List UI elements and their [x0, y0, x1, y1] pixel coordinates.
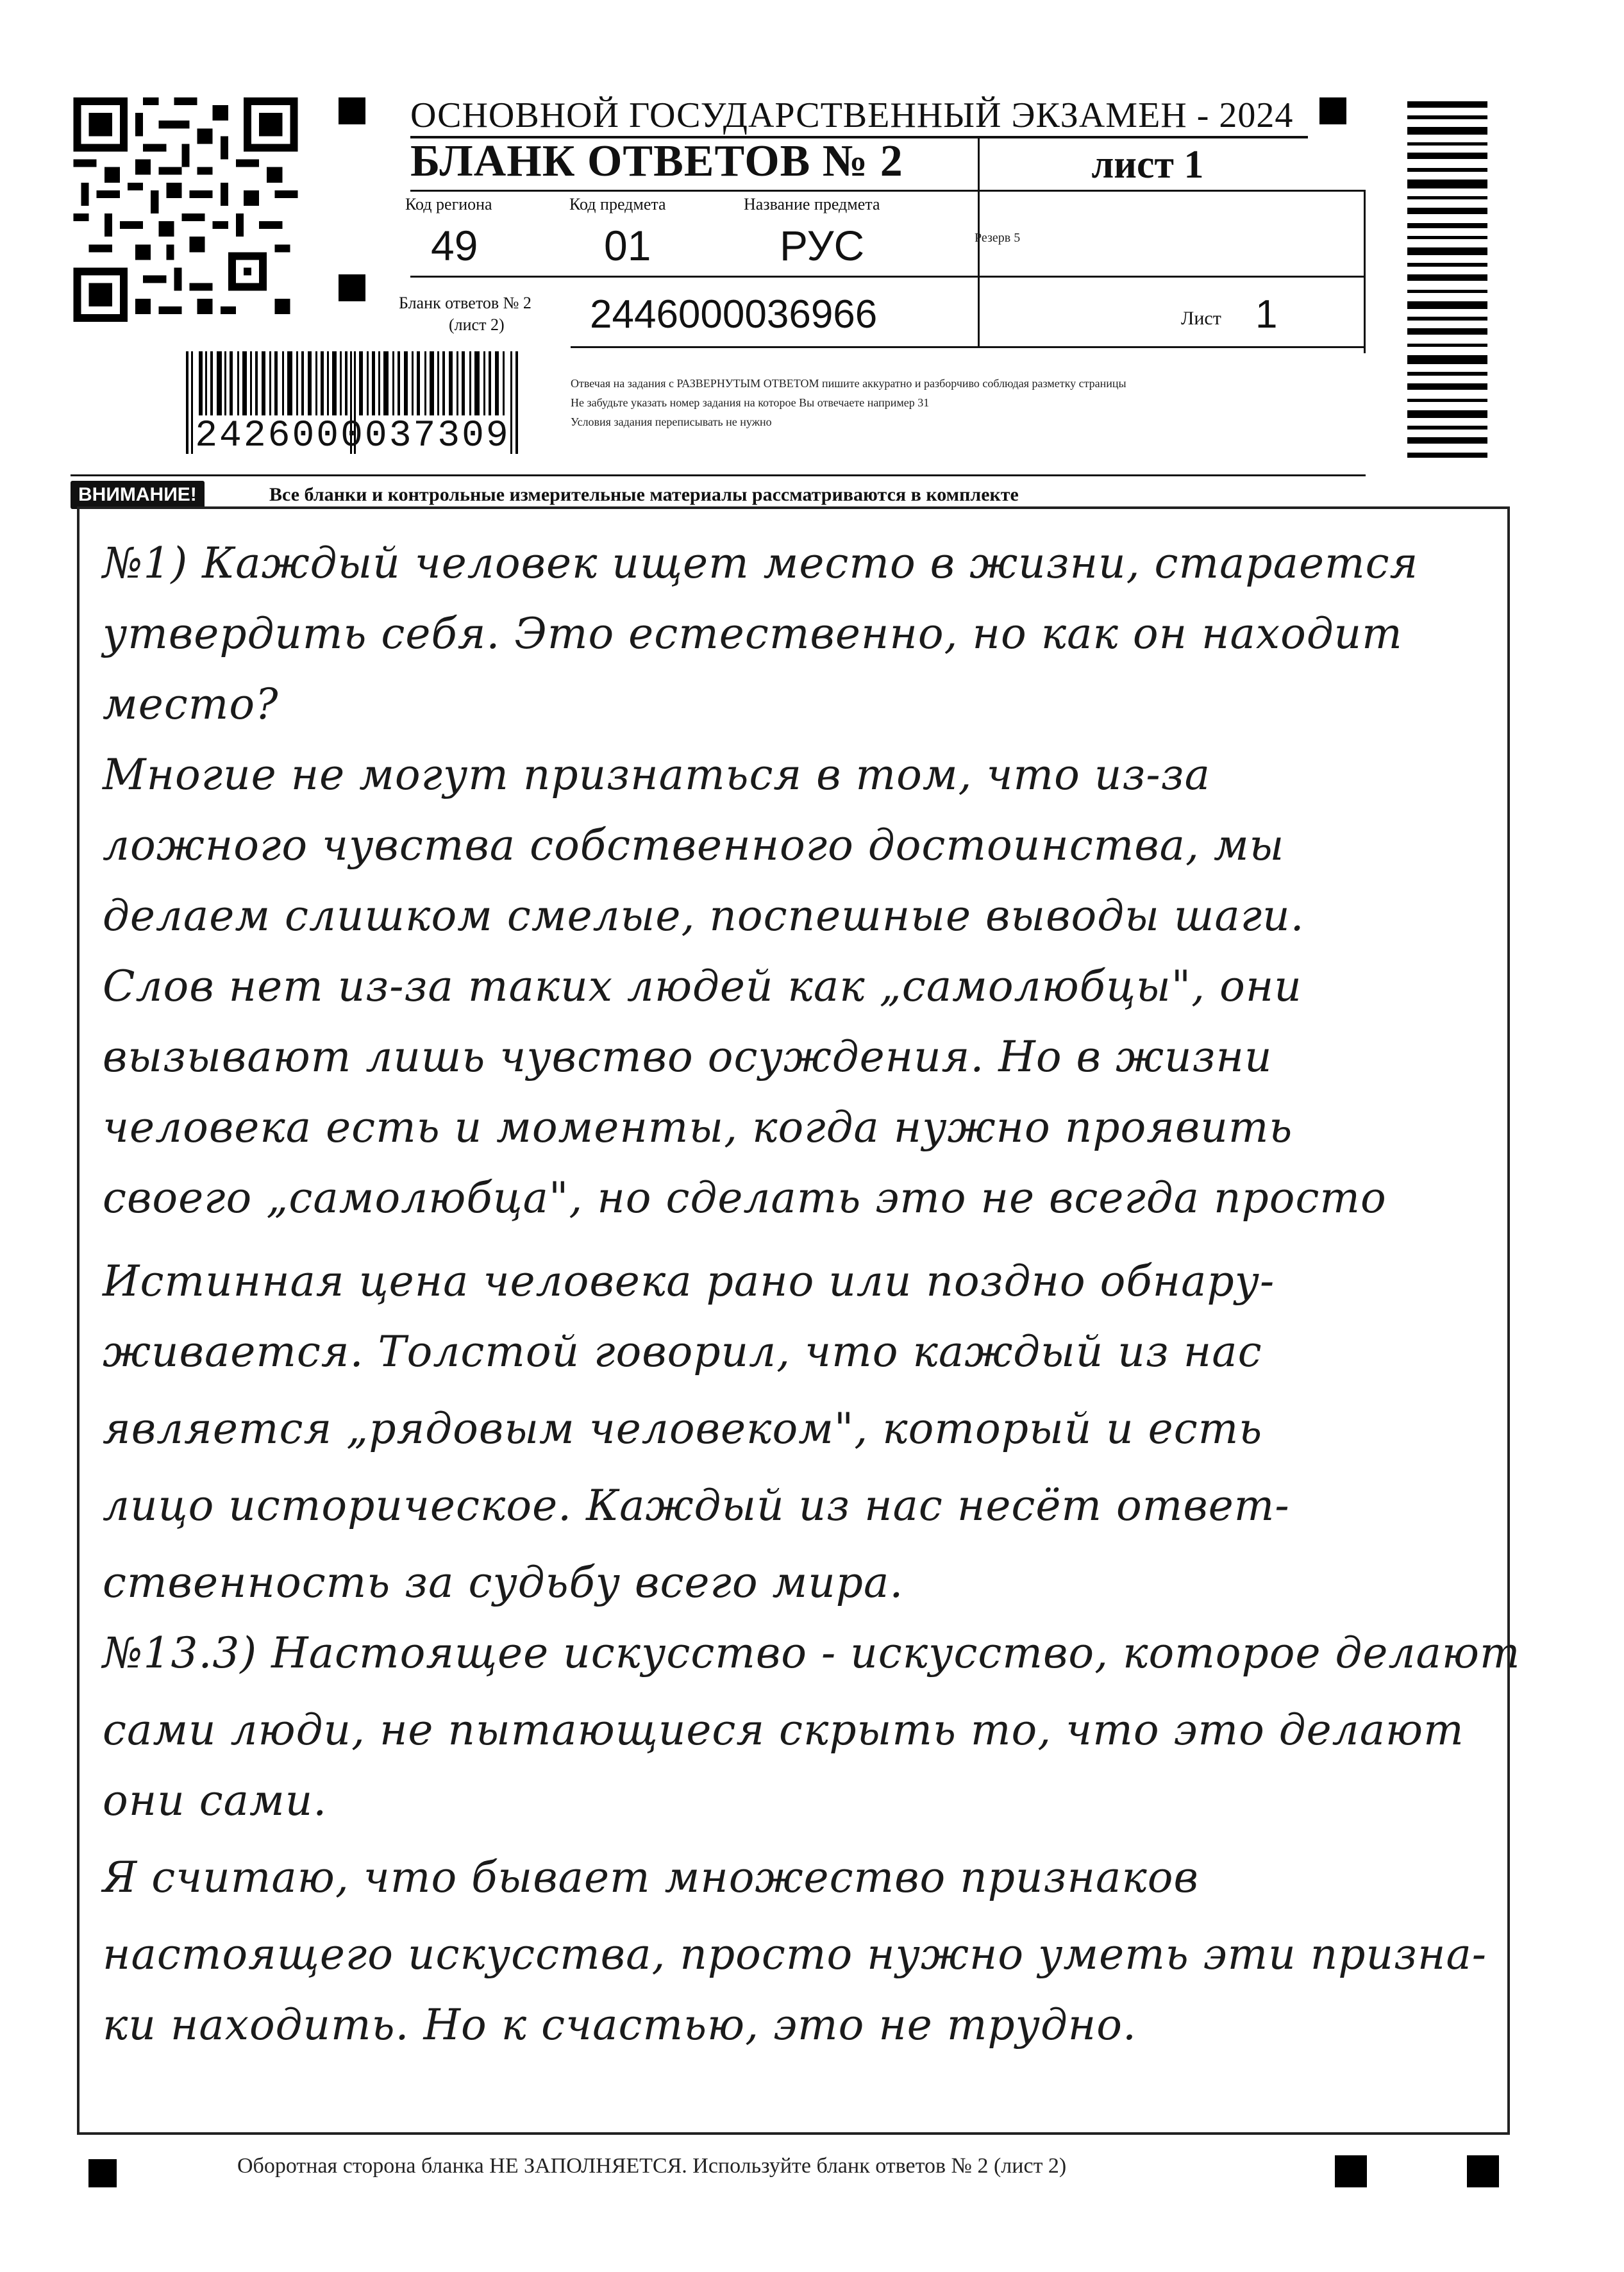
subject-code-label: Код предмета — [569, 195, 666, 213]
answer-line: Слов нет из-за таких людей как „самолюбцы", они — [103, 962, 1302, 1011]
sheet-number[interactable]: 1 — [1255, 292, 1278, 337]
registration-marker-top-right — [1319, 97, 1346, 124]
form-number[interactable]: 2446000036966 — [590, 292, 878, 337]
answer-line: утвердить себя. Это естественно, но как он находит — [103, 609, 1403, 658]
registration-marker-mid-left — [339, 274, 365, 301]
sheet-title: лист 1 — [1091, 143, 1204, 187]
answer-line: ственность за судьбу всего мира. — [103, 1558, 904, 1607]
answer-line: живается. Толстой говорил, что каждый из нас — [103, 1327, 1262, 1376]
header-rule — [410, 190, 1366, 192]
answer-line: Истинная цена человека рано или поздно обнару- — [103, 1257, 1275, 1306]
answer-line: настоящего искусства, просто нужно уметь эти призна- — [103, 1930, 1487, 1979]
qr-code — [72, 97, 299, 322]
answer-line: Я считаю, что бывает множество признаков — [103, 1853, 1199, 1902]
header-rule — [410, 276, 1366, 278]
instructions — [571, 374, 1359, 431]
answer-line: своего „самолюбца", но сделать это не всегда просто — [103, 1173, 1387, 1223]
header-bottom-rule — [571, 346, 1366, 348]
registration-marker-bottom-mid — [1335, 2155, 1367, 2187]
answer-line: является „рядовым человеком", который и есть — [103, 1404, 1263, 1453]
subject-name-value[interactable]: РУС — [780, 222, 865, 269]
blank-title: БЛАНК ОТВЕТОВ № 2 — [410, 137, 903, 186]
subject-code-value[interactable]: 01 — [604, 222, 651, 269]
timing-stripes — [1407, 101, 1487, 467]
answer-line: ложного чувства собственного достоинства, мы — [103, 821, 1285, 870]
region-label: Код региона — [405, 195, 492, 213]
footer-note: Оборотная сторона бланка НЕ ЗАПОЛНЯЕТСЯ. Используйте бланк ответов № 2 (лист 2) — [237, 2154, 1067, 2178]
reserve-label: Резерв 5 — [975, 231, 1021, 245]
answer-line: №1) Каждый человек ищет место в жизни, старается — [103, 539, 1419, 588]
answer-line: №13.3) Настоящее искусство - искусство, которое делают — [103, 1628, 1521, 1678]
registration-marker-bottom-right — [1467, 2155, 1499, 2187]
registration-marker-bottom-left — [88, 2159, 117, 2187]
answer-line: Многие не могут признаться в том, что из-за — [103, 750, 1210, 799]
answer-line: лицо историческое. Каждый из нас несёт ответ- — [103, 1481, 1290, 1530]
exam-title: ОСНОВНОЙ ГОСУДАРСТВЕННЫЙ ЭКЗАМЕН - 2024 — [410, 96, 1294, 135]
answer-line: делаем слишком смелые, поспешные выводы шаги. — [103, 891, 1305, 940]
answer-line: они сами. — [103, 1776, 328, 1825]
form-label-sheet: (лист 2) — [449, 315, 505, 334]
instruction-line: Не забудьте указать номер задания на которое Вы отвечаете например 31 — [571, 396, 930, 409]
answer-line: ки находить. Но к счастью, это не трудно. — [103, 2000, 1137, 2050]
answer-line: сами люди, не пытающиеся скрыть то, что это делают — [103, 1705, 1464, 1755]
answer-line: место? — [103, 680, 279, 729]
region-value[interactable]: 49 — [431, 222, 478, 269]
warning-badge: ВНИМАНИЕ! — [71, 481, 205, 509]
barcode-number: 2426000037309 — [195, 415, 510, 457]
section-rule — [71, 474, 1366, 476]
answer-line: человека есть и моменты, когда нужно проявить — [103, 1103, 1293, 1152]
subject-name-label: Название предмета — [744, 195, 880, 213]
sheet-label: Лист — [1181, 308, 1221, 329]
form-label: Бланк ответов № 2 — [399, 294, 532, 312]
instruction-line: Отвечая на задания с РАЗВЕРНУТЫМ ОТВЕТОМ пишите аккуратно и разборчиво соблюдая разметку страницы — [571, 377, 1126, 390]
warning-text: Все бланки и контрольные измерительные материалы рассматриваются в комплекте — [269, 484, 1019, 505]
header-right-border — [1364, 190, 1366, 353]
registration-marker-top-left — [339, 97, 365, 124]
instruction-line: Условия задания переписывать не нужно — [571, 415, 772, 428]
answer-line: вызывают лишь чувство осуждения. Но в жизни — [103, 1032, 1273, 1082]
